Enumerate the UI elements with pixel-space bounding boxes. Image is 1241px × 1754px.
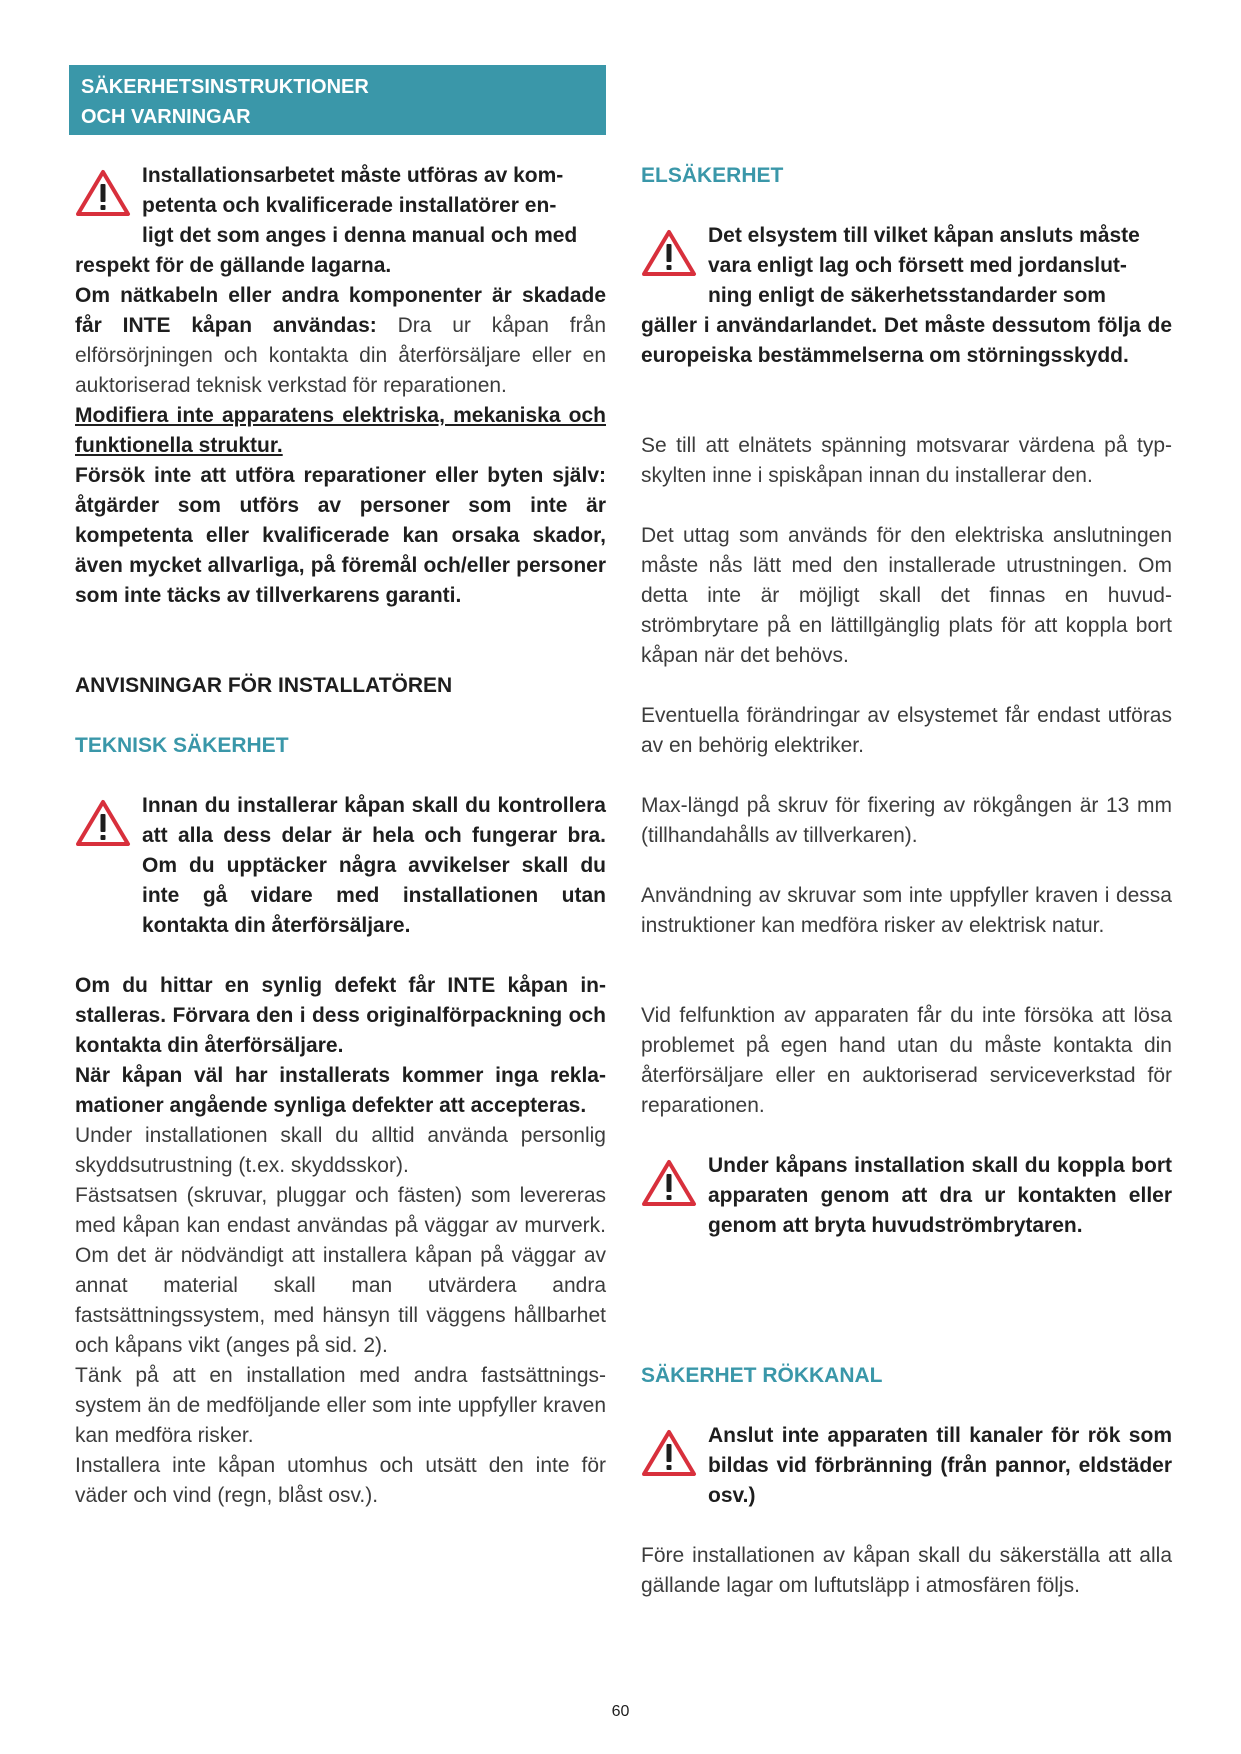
warning3-rest: gäller i användarlandet. Det måste dessutom följa de europeiska bestämmelserna om störningsskydd. [641, 314, 1172, 367]
outdoor-text: Installera inte kåpan utomhus och utsätt den inte för väder och vind (regn, blåst osv.). [75, 1454, 606, 1507]
warning1-line1: Installationsarbetet måste utföras av kom- [142, 164, 564, 187]
section-header-line2: OCH VARNINGAR [81, 106, 251, 128]
warning1-line4: respekt för de gällande lagarna. [75, 254, 392, 277]
warning5-text: Anslut inte apparaten till kanaler för rök som bildas vid förbränning (från pannor, eldstäder osv.) [708, 1424, 1172, 1507]
warning-installation-qualified [75, 161, 606, 281]
warning3-line2: vara enligt lag och försett med jordanslut- [708, 254, 1127, 277]
warning4-text: Under kåpans installation skall du koppla bort apparaten genom att dra ur kontakten eller genom att bryta huvudströmbrytaren. [708, 1154, 1172, 1237]
warning-disconnect [641, 1151, 1172, 1241]
warning3-line1: Det elsystem till vilket kåpan ansluts måste [708, 224, 1140, 247]
do-not-modify-text: Modifiera inte apparatens elektriska, mekaniska och funktionella struktur. [75, 404, 606, 457]
paragraph-screw-length: Max-längd på skruv för fixering av rökgången är 13 mm (tillhandahålls av tillverkaren). [641, 794, 1172, 847]
warning-electrical-system [641, 221, 1172, 371]
paragraph-outlet: Det uttag som används för den elektriska anslutningen måste nås lätt med den installerade utrustningen. Om detta inte är möjligt skall det finnas en huvudströmbrytare på en lättillgänglig plats för att koppla bort kåpan när det behövs. [641, 524, 1172, 667]
warning-triangle-icon [641, 1159, 697, 1207]
other-systems-text: Tänk på att en installation med andra fastsättningssystem än de medföljande eller som inte uppfyller kraven kan medföra risker. [75, 1364, 606, 1447]
damaged-cable-bold: Om nätkabeln eller andra komponenter är skadade får INTE kåpan användas: [75, 284, 606, 337]
page-number: 60 [611, 1703, 630, 1720]
warning1-line3: ligt det som anges i denna manual och med [142, 224, 578, 247]
paragraph-air-laws: Före installationen av kåpan skall du säkerställa att alla gällande lagar om luftutsläpp i atmosfären följs. [641, 1544, 1172, 1597]
section-header [69, 65, 606, 135]
heading-flue-safety: SÄKERHET RÖKKANAL [641, 1364, 883, 1387]
paragraph-screws-risk: Användning av skruvar som inte uppfyller kraven i dessa instruktioner kan medföra risker av elektrisk natur. [641, 884, 1172, 937]
repairs-text: Försök inte att utföra reparationer eller byten själv: åtgärder som utförs av personer som inte är kompetenta eller kvalificerade kan orsaka skador, även mycket allvarliga, på föremål och/eller personer som inte täcks av tillverkarens garanti. [75, 464, 606, 607]
paragraph-changes: Eventuella förändringar av elsystemet får endast utföras av en behörig elektriker. [641, 704, 1172, 757]
paragraph-do-not-modify [75, 401, 606, 461]
section-header-line1: SÄKERHETSINSTRUKTIONER [81, 76, 369, 98]
visible-defect-text: Om du hittar en synlig defekt får INTE kåpan installeras. Förvara den i dess originalförpackning och kontakta din återförsäljare. [75, 974, 606, 1057]
warning-flue-connection [641, 1421, 1172, 1511]
warning-check-parts [75, 791, 606, 941]
heading-installer-instructions: ANVISNINGAR FÖR INSTALLATÖREN [75, 674, 453, 697]
heading-electrical-safety: ELSÄKERHET [641, 164, 784, 187]
ppe-text: Under installationen skall du alltid använda personlig skyddsutrustning (t.ex. skyddsskor). [75, 1124, 606, 1177]
paragraph-visible-defect [75, 971, 606, 1511]
warning-triangle-icon [75, 169, 131, 217]
paragraph-malfunction: Vid felfunktion av apparaten får du inte försöka att lösa problemet på egen hand utan du måste kontakta din återförsäljare eller en auktoriserad serviceverkstad för reparationen. [641, 1004, 1172, 1117]
warning-triangle-icon [641, 1429, 697, 1477]
paragraph-voltage: Se till att elnätets spänning motsvarar värdena på typskylten inne i spiskåpan innan du installerar den. [641, 434, 1172, 487]
paragraph-repairs [75, 461, 606, 611]
warning1-line2: petenta och kvalificerade installatörer en- [142, 194, 557, 217]
warning3-line3: ning enligt de säkerhetsstandarder som [708, 284, 1106, 307]
claims-text: När kåpan väl har installerats kommer inga reklamationer angående synliga defekter att accepteras. [75, 1064, 606, 1117]
damaged-cable-rest: Dra ur kåpan från elförsörjningen och kontakta din återförsäljare eller en auktoriserad teknisk verkstad för reparationen. [75, 314, 606, 397]
warning-triangle-icon [641, 229, 697, 277]
paragraph-damaged-cable [75, 281, 606, 401]
warning2-text: Innan du installerar kåpan skall du kontrollera att alla dess delar är hela och fungerar bra. Om du upptäcker några avvikelser skall du inte gå vidare med installationen utan kontakta din återförsäljare. [142, 794, 606, 937]
warning-triangle-icon [75, 799, 131, 847]
heading-technical-safety: TEKNISK SÄKERHET [75, 734, 289, 757]
fixing-kit-text: Fästsatsen (skruvar, pluggar och fästen) som levereras med kåpan kan endast användas på väggar av murverk. Om det är nödvändigt att installera kåpan på väggar av annat material skall man utvärdera andra fastsättningssystem, med hänsyn till väggens hållbarhet och kåpans vikt (anges på sid. 2). [75, 1184, 606, 1357]
